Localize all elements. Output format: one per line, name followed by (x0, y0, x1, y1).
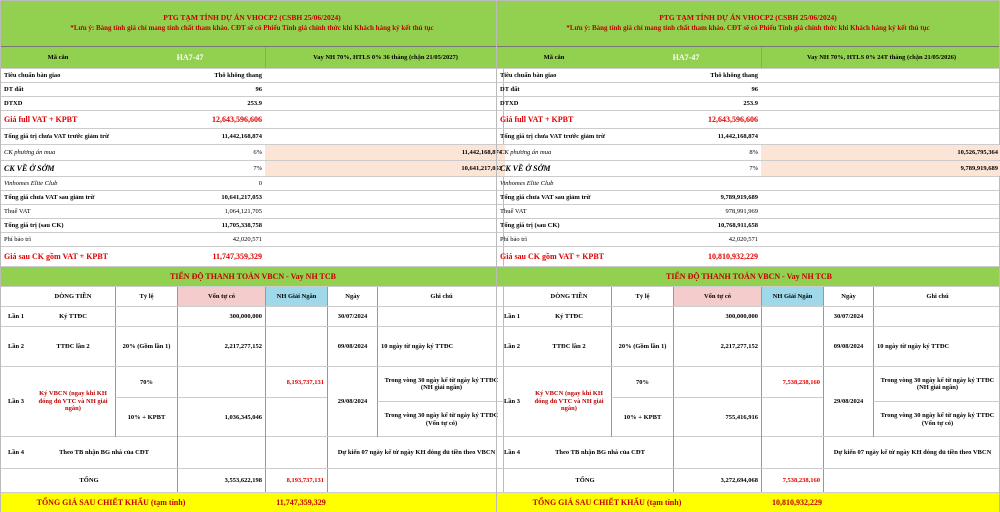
info-row (497, 191, 999, 205)
unit-row (1, 47, 503, 69)
total-label: TỔNG (575, 477, 595, 484)
date: 09/08/2024 (823, 327, 873, 366)
phase-label: Lần 4 (503, 449, 521, 456)
info-row (497, 177, 999, 191)
ratio: 10% + KPBT (115, 397, 177, 437)
info-value: 11,747,359,329 (212, 252, 262, 261)
grand-total-row (1, 493, 503, 512)
sheet-header (497, 1, 999, 47)
date: 29/08/2024 (327, 367, 377, 436)
unit-label: Mã căn (543, 54, 565, 61)
info-value: 0 (258, 180, 262, 187)
info-label: CK phương án mua (4, 149, 56, 156)
ratio: 70% (611, 367, 673, 397)
note: 10 ngày từ ngày ký TTĐC (377, 327, 505, 366)
grand-total-value: 10,810,932,229 (772, 498, 822, 507)
info-value: 8% (749, 149, 758, 156)
info-value: 96 (751, 86, 758, 93)
bank-disbursement (265, 397, 327, 437)
info-value: Thô không thang (710, 72, 758, 79)
info-label: CK phương án mua (500, 149, 552, 156)
sheet-header (1, 1, 503, 47)
info-row (1, 247, 503, 267)
info-value: 42,020,571 (232, 236, 262, 243)
total-bank: 7,538,238,160 (761, 469, 823, 492)
info-value: Thô không thang (214, 72, 262, 79)
col-header: DÒNG TIỀN (54, 293, 92, 300)
item-label: Ký VBCN (ngay khi KH đóng đủ VTC và NH giải ngân) (534, 390, 604, 413)
grand-total-label: TỔNG GIÁ SAU CHIẾT KHẤU (tạm tính) (36, 498, 186, 507)
info-label: Phí bảo trì (500, 236, 528, 243)
total-label: TỔNG (79, 477, 99, 484)
info-row (497, 69, 999, 83)
note: Trong vòng 30 ngày kể từ ngày ký TTĐC (Vốn tự có) (377, 401, 505, 437)
info-label: Vinhomes Elite Club (500, 180, 554, 187)
info-label: Thuế VAT (4, 208, 31, 215)
note: Trong vòng 30 ngày kể từ ngày ký TTĐC (NH giải ngân) (377, 367, 505, 401)
col-header: Tỷ lệ (115, 287, 177, 306)
info-row (1, 83, 503, 97)
info-label: Tiêu chuẩn bàn giao (4, 72, 61, 79)
col-header: Ngày (823, 287, 873, 306)
info-label: DT đất (500, 86, 520, 93)
col-header: NH Giải Ngân (265, 287, 327, 306)
info-row (497, 161, 999, 177)
item-label: TTĐC lần 2 (56, 343, 90, 350)
phase-label: Lần 3 (503, 398, 521, 405)
phase-label: Lần 2 (503, 343, 521, 350)
info-label: Tổng giá trị chưa VAT trước giảm trừ (4, 133, 109, 140)
phase-label: Lần 3 (7, 398, 25, 405)
sheet-title: PTG TẠM TÍNH DỰ ÁN VHOCP2 (CSBH 25/06/2024) (659, 13, 837, 22)
info-label: Tổng giá trị chưa VAT trước giảm trừ (500, 133, 605, 140)
info-label: Tổng giá trị (sau CK) (500, 222, 560, 229)
sheet-title: PTG TẠM TÍNH DỰ ÁN VHOCP2 (CSBH 25/06/2024) (163, 13, 341, 22)
info-label: Tổng giá trị (sau CK) (4, 222, 64, 229)
item-label: Ký TTĐC (59, 313, 87, 320)
info-value: 96 (255, 86, 262, 93)
info-row (1, 97, 503, 111)
info-value: 6% (253, 149, 262, 156)
info-label: CK VỀ Ở SỚM (500, 164, 551, 173)
phase-label: Lần 2 (7, 343, 25, 350)
info-value: 253.9 (743, 100, 758, 107)
item-label: Ký TTĐC (555, 313, 583, 320)
bank-disbursement: 8,193,737,131 (265, 367, 327, 397)
unit-code: HA7-47 (672, 53, 700, 62)
col-header: NH Giải Ngân (761, 287, 823, 306)
info-label: CK VỀ Ở SỚM (4, 164, 55, 173)
bank-disbursement (265, 307, 327, 326)
item-label: Ký VBCN (ngay khi KH đóng đủ VTC và NH giải ngân) (38, 390, 108, 413)
phase-label: Lần 1 (7, 313, 25, 320)
info-row (1, 191, 503, 205)
total-blank (823, 469, 1000, 492)
schedule-header-row (497, 287, 999, 307)
info-row (1, 219, 503, 233)
info-label: Giá sau CK gồm VAT + KPBT (500, 252, 604, 261)
ratio (611, 307, 673, 326)
info-label: Tổng giá chưa VAT sau giảm trừ (4, 194, 95, 201)
phase-col (1, 287, 31, 306)
schedule-row (497, 367, 999, 437)
ratio (115, 307, 177, 326)
info-extra: 9,789,919,689 (761, 161, 1000, 176)
bank-disbursement (761, 307, 823, 326)
grand-total-row (497, 493, 999, 512)
info-value: 10,810,932,229 (708, 252, 758, 261)
grand-total-value: 11,747,359,329 (276, 498, 326, 507)
info-value: 12,643,596,606 (212, 115, 262, 124)
date: 30/07/2024 (823, 307, 873, 326)
info-label: Giá full VAT + KPBT (4, 115, 78, 124)
date: 29/08/2024 (823, 367, 873, 436)
grand-total-label: TỔNG GIÁ SAU CHIẾT KHẤU (tạm tính) (532, 498, 682, 507)
info-value: 11,705,338,758 (221, 222, 262, 229)
info-row (497, 233, 999, 247)
item-label: Theo TB nhận BG nhà của CĐT (59, 449, 149, 456)
note: 10 ngày từ ngày ký TTĐC (873, 327, 1000, 366)
info-row (1, 145, 503, 161)
info-value: 253.9 (247, 100, 262, 107)
schedule-header-row (1, 287, 503, 307)
date: 09/08/2024 (327, 327, 377, 366)
sheet-note: *Lưu ý: Bảng tính giá chỉ mang tính chất tham khảo. CĐT sẽ có Phiếu Tính giá chính thức khi Khách hàng ký kết thủ tục (70, 24, 434, 32)
info-value: 1,064,121,705 (224, 208, 262, 215)
bank-disbursement (761, 397, 823, 437)
total-own: 3,553,622,198 (177, 469, 265, 492)
schedule-title: TIẾN ĐỘ THANH TOÁN VBCN - Vay NH TCB (666, 272, 832, 281)
info-row (1, 129, 503, 145)
note: Dự kiến 07 ngày kể từ ngày KH đóng đủ tiền theo VBCN (823, 437, 1000, 468)
col-header: Ghi chú (873, 287, 1000, 306)
schedule-row (497, 307, 999, 327)
unit-label: Mã căn (47, 54, 69, 61)
bank-disbursement (265, 327, 327, 366)
bank-disbursement (265, 437, 327, 468)
info-row (1, 233, 503, 247)
own-capital: 755,416,916 (673, 397, 761, 437)
info-row (1, 111, 503, 129)
loan-note: Vay NH 70%, HTLS 0% 24T tháng (chặn 21/05/2026) (761, 47, 1000, 68)
own-capital (177, 437, 265, 468)
schedule-title-row (1, 267, 503, 287)
schedule-total-row (497, 469, 999, 493)
price-sheet-panel (496, 0, 1000, 512)
total-blank (327, 469, 505, 492)
own-capital: 300,000,000 (673, 307, 761, 326)
info-value: 7% (749, 165, 758, 172)
info-row (497, 219, 999, 233)
own-capital (177, 367, 265, 397)
loan-note: Vay NH 70%, HTLS 0% 36 tháng (chặn 21/05/2027) (265, 47, 505, 68)
total-bank: 8,193,737,131 (265, 469, 327, 492)
info-value: 10,768,911,658 (717, 222, 758, 229)
info-row (1, 177, 503, 191)
info-row (497, 129, 999, 145)
own-capital (673, 437, 761, 468)
schedule-title-row (497, 267, 999, 287)
bank-disbursement (761, 327, 823, 366)
col-header: DÒNG TIỀN (550, 293, 588, 300)
schedule-row (1, 307, 503, 327)
note: Trong vòng 30 ngày kể từ ngày ký TTĐC (NH giải ngân) (873, 367, 1000, 401)
note (377, 307, 505, 326)
phase-label: Lần 4 (7, 449, 25, 456)
info-row (497, 83, 999, 97)
schedule-title: TIẾN ĐỘ THANH TOÁN VBCN - Vay NH TCB (170, 272, 336, 281)
info-value: 42,020,571 (728, 236, 758, 243)
info-value: 10,641,217,053 (221, 194, 262, 201)
schedule-row (1, 437, 503, 469)
ratio: 20% (Gồm lần 1) (115, 327, 177, 366)
sheet-note: *Lưu ý: Bảng tính giá chỉ mang tính chất tham khảo. CĐT sẽ có Phiếu Tính giá chính thức khi Khách hàng ký kết thủ tục (566, 24, 930, 32)
schedule-row (1, 367, 503, 437)
unit-row (497, 47, 999, 69)
total-own: 3,272,694,068 (673, 469, 761, 492)
date: 30/07/2024 (327, 307, 377, 326)
phase-label: Lần 1 (503, 313, 521, 320)
schedule-row (497, 327, 999, 367)
info-value: 978,991,969 (725, 208, 758, 215)
schedule-row (497, 437, 999, 469)
info-label: Phí bảo trì (4, 236, 32, 243)
info-row (1, 69, 503, 83)
info-label: Giá full VAT + KPBT (500, 115, 574, 124)
note: Dự kiến 07 ngày kể từ ngày KH đóng đủ tiền theo VBCN (327, 437, 505, 468)
ratio: 20% (Gồm lần 1) (611, 327, 673, 366)
unit-code: HA7-47 (176, 53, 204, 62)
info-row (497, 247, 999, 267)
note: Trong vòng 30 ngày kể từ ngày ký TTĐC (Vốn tự có) (873, 401, 1000, 437)
note (873, 307, 1000, 326)
item-label: TTĐC lần 2 (552, 343, 586, 350)
info-label: Thuế VAT (500, 208, 527, 215)
info-row (497, 111, 999, 129)
info-label: DTXD (4, 100, 23, 107)
col-header: Tỷ lệ (611, 287, 673, 306)
info-extra: 10,641,217,053 (265, 161, 505, 176)
info-value (677, 177, 761, 190)
info-value: 11,442,168,874 (221, 133, 262, 140)
own-capital (673, 367, 761, 397)
info-row (497, 205, 999, 219)
info-value: 9,789,919,689 (720, 194, 758, 201)
info-label: Vinhomes Elite Club (4, 180, 58, 187)
info-value: 11,442,168,874 (717, 133, 758, 140)
info-row (1, 205, 503, 219)
info-row (497, 97, 999, 111)
phase-col (497, 287, 527, 306)
info-row (1, 161, 503, 177)
info-value: 7% (253, 165, 262, 172)
info-label: DTXD (500, 100, 519, 107)
ratio: 70% (115, 367, 177, 397)
col-header: Vốn tự có (177, 287, 265, 306)
ratio: 10% + KPBT (611, 397, 673, 437)
col-header: Ngày (327, 287, 377, 306)
schedule-row (1, 327, 503, 367)
own-capital: 1,036,345,046 (177, 397, 265, 437)
info-label: Giá sau CK gồm VAT + KPBT (4, 252, 108, 261)
info-label: DT đất (4, 86, 24, 93)
info-row (497, 145, 999, 161)
schedule-total-row (1, 469, 503, 493)
info-extra: 11,442,168,874 (265, 145, 505, 160)
info-label: Tổng giá chưa VAT sau giảm trừ (500, 194, 591, 201)
own-capital: 300,000,000 (177, 307, 265, 326)
own-capital: 2,217,277,152 (177, 327, 265, 366)
bank-disbursement (761, 437, 823, 468)
info-value: 12,643,596,606 (708, 115, 758, 124)
item-label: Theo TB nhận BG nhà của CĐT (555, 449, 645, 456)
own-capital: 2,217,277,152 (673, 327, 761, 366)
info-label: Tiêu chuẩn bàn giao (500, 72, 557, 79)
info-extra: 10,526,795,364 (761, 145, 1000, 160)
col-header: Ghi chú (377, 287, 505, 306)
col-header: Vốn tự có (673, 287, 761, 306)
bank-disbursement: 7,538,238,160 (761, 367, 823, 397)
